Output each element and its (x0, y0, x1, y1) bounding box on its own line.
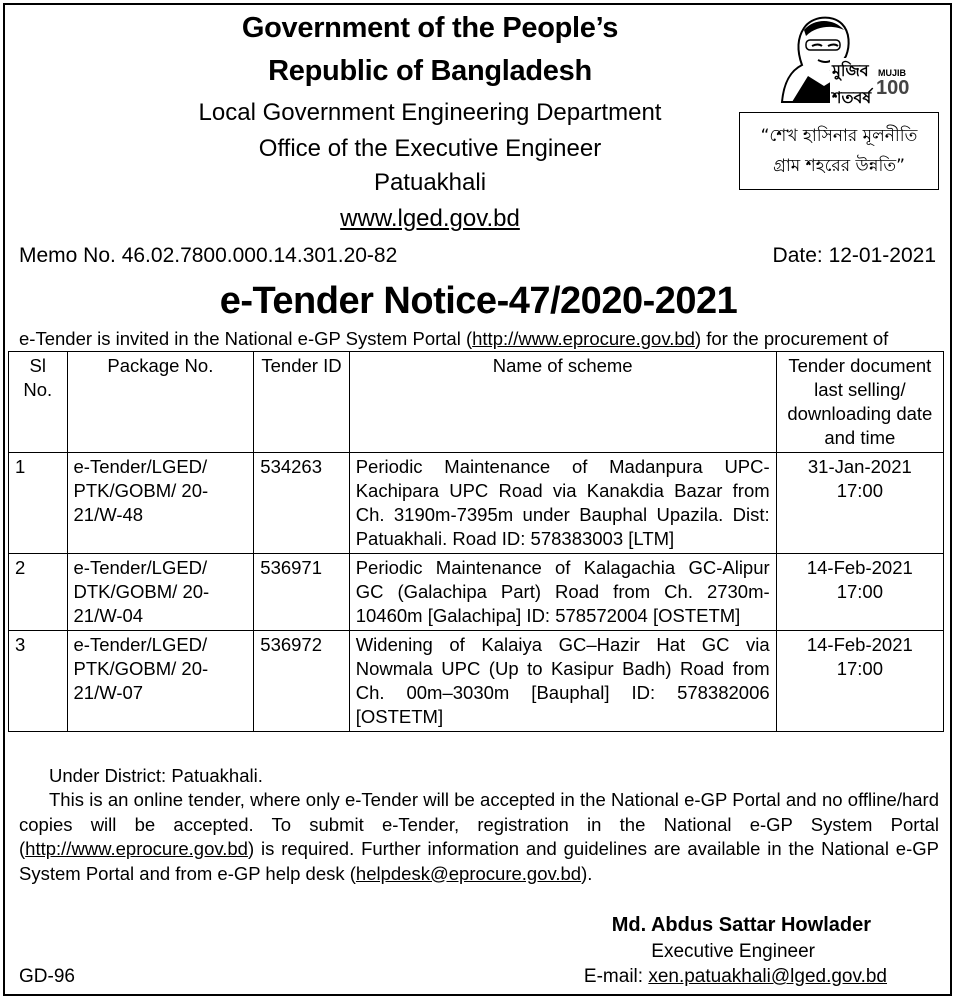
logo-bengali-text: মুজিব শতবর্ষ (830, 58, 912, 112)
eprocure-link-2[interactable]: http://www.eprocure.gov.bd (25, 838, 248, 859)
row-package: e-Tender/LGED/ DTK/GOBM/ 20-21/W-04 (67, 554, 254, 631)
slogan-box (739, 112, 939, 190)
row-sl: 2 (9, 554, 68, 631)
row-scheme: Periodic Maintenance of Madanpura UPC-Kachipara UPC Road via Kanakdia Bazar from Ch. 3190m-7395m under Bauphal Upazila. Dist: Patuakhali. Road ID: 578383003 [LTM] (349, 453, 776, 554)
row-deadline (776, 631, 943, 732)
row-date: 14-Feb-2021 (806, 557, 913, 578)
logo-english-text: MUJIB (878, 68, 907, 78)
row-time: 17:00 (836, 480, 883, 501)
memo-number: Memo No. 46.02.7800.000.14.301.20-82 (19, 244, 398, 267)
mujib-100-logo (762, 10, 912, 108)
signatory-designation: Executive Engineer (651, 941, 815, 962)
notice-part-1: This is an online tender, where only e-Tender will be accepted in the National e-GP Portal and no offline/hard copies will be accepted. To submit e-Tender, registration in the National e-GP System Portal ( (19, 789, 939, 859)
signatory-email (584, 966, 887, 988)
notice-paragraph (19, 788, 939, 886)
logo-number: 100 (876, 77, 910, 99)
reference-code: GD-96 (19, 966, 75, 987)
row-deadline (776, 554, 943, 631)
table-row (9, 453, 944, 554)
signatory-email-link[interactable]: xen.patuakhali@lged.gov.bd (648, 966, 887, 987)
table-header-row (9, 352, 944, 453)
header-package: Package No. (67, 352, 254, 453)
gov-line-1: Government of the People’s (241, 12, 619, 44)
intro-suffix: ) for the procurement of (694, 328, 889, 349)
website-link[interactable]: www.lged.gov.bd (340, 205, 520, 232)
office-name: Office of the Executive Engineer (258, 135, 602, 162)
intro-prefix: e-Tender is invited in the National e-GP System Portal ( (19, 328, 473, 349)
department-name: Local Government Engineering Department (198, 99, 662, 126)
header-scheme: Name of scheme (349, 352, 776, 453)
slogan-line-1: “শেখ হাসিনার মূলনীতি (760, 126, 918, 146)
row-time: 17:00 (836, 581, 883, 602)
row-time: 17:00 (836, 658, 883, 679)
row-date: 31-Jan-2021 (807, 456, 912, 477)
row-tender-id: 534263 (254, 453, 349, 554)
table-row (9, 631, 944, 732)
row-scheme: Periodic Maintenance of Kalagachia GC-Alipur GC (Galachipa Part) Road from Ch. 2730m-10460m [Galachipa] ID: 578572004 [OSTETM] (349, 554, 776, 631)
notice-title: e-Tender Notice-47/2020-2021 (219, 280, 738, 322)
district-name: Patuakhali (373, 169, 487, 196)
helpdesk-email-link[interactable]: helpdesk@eprocure.gov.bd (355, 862, 582, 884)
row-deadline (776, 453, 943, 554)
header-sl: Sl No. (9, 352, 68, 453)
row-package: e-Tender/LGED/ PTK/GOBM/ 20-21/W-07 (67, 631, 254, 732)
email-label: E-mail: (583, 966, 649, 987)
header-deadline: Tender document last selling/ downloading date and time (776, 352, 943, 453)
notice-part-3: ). (581, 862, 593, 884)
table-row (9, 554, 944, 631)
notice-part-2: ) is required. Further information and guidelines are available in the National e-GP System Portal and from e-GP help desk ( (19, 838, 939, 884)
intro-text (19, 328, 888, 350)
row-tender-id: 536971 (254, 554, 349, 631)
slogan-line-2: গ্রাম শহরের উন্নতি” (773, 156, 905, 176)
header-tender-id: Tender ID (254, 352, 349, 453)
under-district: Under District: Patuakhali. (49, 765, 263, 786)
eprocure-link[interactable]: http://www.eprocure.gov.bd (472, 328, 695, 349)
gov-line-2: Republic of Bangladesh (268, 55, 592, 87)
row-sl: 3 (9, 631, 68, 732)
signatory-name: Md. Abdus Sattar Howlader (611, 914, 871, 936)
row-package: e-Tender/LGED/ PTK/GOBM/ 20-21/W-48 (67, 453, 254, 554)
notice-date: Date: 12-01-2021 (772, 244, 936, 267)
tender-table (8, 351, 944, 732)
row-scheme: Widening of Kalaiya GC–Hazir Hat GC via Nowmala UPC (Up to Kasipur Badh) Road from Ch. 00m–3030m [Bauphal] ID: 578382006 [OSTETM] (349, 631, 776, 732)
row-tender-id: 536972 (254, 631, 349, 732)
row-date: 14-Feb-2021 (806, 634, 913, 655)
row-sl: 1 (9, 453, 68, 554)
